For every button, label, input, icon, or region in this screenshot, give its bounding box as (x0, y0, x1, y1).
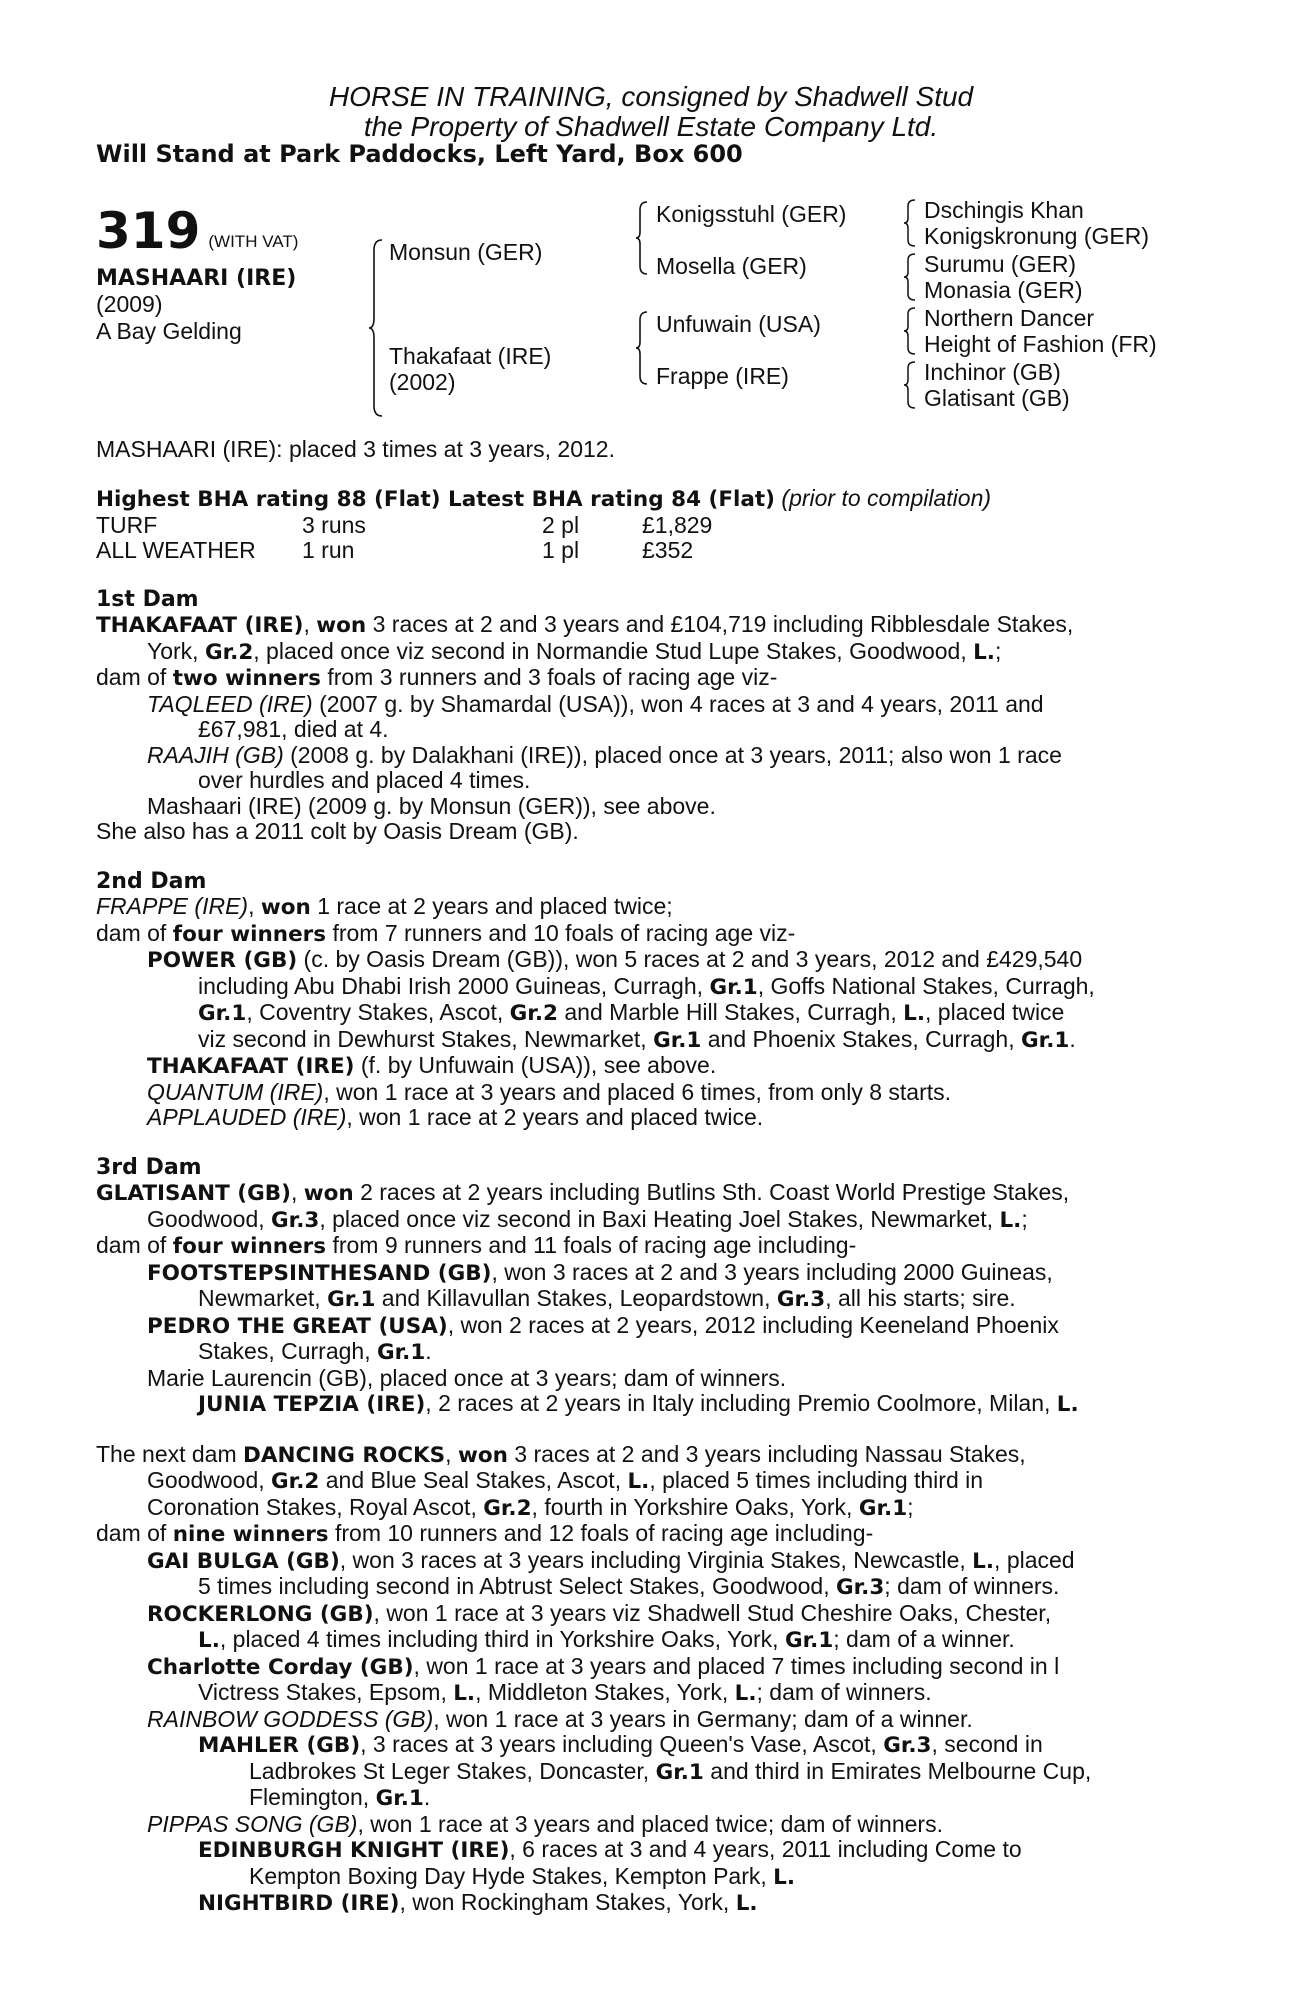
text: , Middleton Stakes, York, (475, 1679, 735, 1705)
gen3-dds: Inchinor (GB) (924, 358, 1061, 385)
placed-cell: 1 pl (542, 536, 580, 563)
text: , placed (994, 1546, 1075, 1573)
grade: Gr.1 (1021, 1027, 1070, 1053)
text: and Killavullan Stakes, Leopardstown, (375, 1285, 777, 1311)
produce-name: QUANTUM (IRE) (147, 1078, 324, 1105)
produce-name: APPLAUDED (IRE) (147, 1104, 347, 1130)
text: , won 1 race at 2 years and placed twice. (346, 1104, 764, 1130)
rating-section (96, 486, 1206, 563)
list-item (96, 1313, 1206, 1340)
grade: Gr.2 (509, 1001, 558, 1026)
surface-cell: TURF (96, 511, 158, 538)
text: York, (147, 637, 205, 664)
text: from 10 runners and 12 foals of racing age including- (328, 1520, 874, 1546)
list-item-cont (96, 1627, 1206, 1654)
gen3-ssd: Konigskronung (GER) (924, 222, 1149, 249)
grade: L. (734, 1681, 757, 1706)
produce-name: PIPPAS SONG (GB) (147, 1810, 358, 1837)
property-line: the Property of Shadwell Estate Company Ltd. (363, 111, 939, 142)
grade: Gr.3 (883, 1733, 932, 1758)
list-item-sub (96, 1890, 1206, 1917)
dam-line-cont (96, 639, 1206, 666)
grade: L. (903, 1001, 925, 1026)
rating-note: (prior to compilation) (781, 485, 992, 511)
prize-cell: £1,829 (642, 511, 713, 538)
text: from 7 runners and 10 foals of racing age viz- (326, 919, 796, 946)
list-item (96, 947, 1206, 974)
text: 2 races at 2 years including Butlins Sth. Coast World Prestige Stakes, (353, 1179, 1070, 1205)
produce-name: GAI BULGA (GB) (147, 1548, 340, 1574)
text: viz second in Dewhurst Stakes, Newmarket, (198, 1025, 654, 1052)
dam-line-cont (96, 1207, 1206, 1234)
horse-name: MASHAARI (IRE) (96, 265, 297, 291)
brace-2 (903, 252, 917, 302)
runs-cell: 1 run (302, 536, 355, 563)
text: Kempton Boxing Day Hyde Stakes, Kempton Park, (249, 1862, 774, 1889)
text: 5 times including second in Abtrust Select Stakes, Goodwood, (198, 1573, 836, 1599)
dam-line-cont (96, 1468, 1206, 1495)
winners-count: four winners (172, 921, 327, 947)
list-item-cont (96, 1574, 1206, 1601)
text: . (423, 1784, 431, 1810)
section-title: 3rd Dam (96, 1154, 202, 1180)
list-item (96, 692, 1206, 718)
text: Goodwood, (147, 1205, 272, 1232)
text: , won 3 races at 3 years including Virginia Stakes, Newcastle, (339, 1546, 973, 1573)
grade: Gr.1 (327, 1287, 376, 1312)
gen3-sss: Dschingis Khan (924, 196, 1084, 223)
dam-line-cont (96, 1495, 1206, 1522)
third-dam-section (96, 1155, 1206, 1418)
vat-note: (WITH VAT) (208, 231, 299, 251)
grade: Gr.1 (376, 1340, 426, 1365)
grade: Gr.2 (271, 1469, 320, 1494)
consignor-line: HORSE IN TRAINING, consigned by Shadwell Stud (328, 81, 974, 112)
produce-name: RAAJIH (GB) (147, 741, 284, 768)
text: including Abu Dhabi Irish 2000 Guineas, Curragh, (198, 972, 710, 999)
second-dam-section (96, 869, 1206, 1131)
sire-line-brace (635, 200, 649, 276)
produce-name: JUNIA TEPZIA (IRE) (198, 1392, 426, 1417)
list-item-cont (96, 1027, 1206, 1054)
produce-note: She also has a 2011 colt by Oasis Dream (GB). (96, 818, 579, 844)
list-item (96, 1601, 1206, 1628)
text: , placed once viz second in Baxi Heating Joel Stakes, Newmarket, (319, 1205, 1000, 1232)
text: ; (907, 1493, 914, 1520)
list-item-cont (96, 1286, 1206, 1313)
text: and Marble Hill Stakes, Curragh, (557, 999, 904, 1025)
text: , won 1 race at 3 years and placed 7 times including second in l (413, 1652, 1060, 1679)
rating-text: Highest BHA rating 88 (Flat) Latest BHA rating 84 (Flat) (96, 487, 776, 512)
text: and Blue Seal Stakes, Ascot, (319, 1467, 628, 1493)
produce-name: FOOTSTEPSINTHESAND (GB) (147, 1260, 492, 1286)
stand-location: Will Stand at Park Paddocks, Left Yard, Box 600 (96, 140, 743, 168)
surface-cell: ALL WEATHER (96, 536, 256, 563)
text: , won 1 race at 3 years and placed twice; dam of winners. (357, 1810, 943, 1837)
text: ; (994, 637, 1002, 664)
sire-dam: Mosella (GER) (656, 252, 807, 279)
text: from 3 runners and 3 foals of racing age viz- (320, 664, 778, 690)
grade: L. (973, 639, 995, 665)
placed-cell: 2 pl (542, 511, 580, 538)
list-item (96, 1654, 1206, 1681)
grade: L. (999, 1207, 1022, 1233)
text: (2008 g. by Dalakhani (IRE)), placed once at 3 years, 2011; also won 1 race (283, 741, 1062, 768)
produce-name: MAHLER (GB) (198, 1733, 361, 1758)
text: , all his starts; sire. (825, 1285, 1016, 1311)
grade: L. (1056, 1392, 1079, 1417)
dam-line (96, 894, 1206, 921)
horse-year: (2009) (96, 290, 163, 317)
list-item (96, 1548, 1206, 1575)
list-item-sub-cont (96, 1759, 1206, 1786)
text: , Coventry Stakes, Ascot, (246, 999, 510, 1025)
section-title: 2nd Dam (96, 868, 207, 894)
text: (c. by Oasis Dream (GB)), won 5 races at 2 and 3 years, 2012 and £429,540 (297, 946, 1083, 972)
text: , placed twice (925, 999, 1065, 1025)
produce-name: EDINBURGH KNIGHT (IRE) (198, 1838, 510, 1863)
section-title: 1st Dam (96, 586, 199, 612)
text: , second in (931, 1731, 1043, 1757)
text: , Goffs National Stakes, Curragh, (757, 972, 1095, 999)
text: , won Rockingham Stakes, York, (399, 1889, 736, 1915)
list-item-cont: £67,981, died at 4. (198, 716, 389, 742)
text: and third in Emirates Melbourne Cup, (703, 1757, 1092, 1784)
list-item-cont: over hurdles and placed 4 times. (198, 767, 531, 793)
won-label: won (316, 613, 367, 638)
text: from 9 runners and 11 foals of racing age including- (326, 1232, 857, 1258)
grade: Gr.1 (709, 974, 758, 1000)
dam-name: FRAPPE (IRE) (96, 893, 249, 919)
grade: L. (198, 1628, 220, 1653)
list-item (96, 1812, 1206, 1838)
produce-line (96, 665, 1206, 692)
text: dam of (96, 1520, 173, 1546)
text: , (303, 611, 317, 637)
grade: Gr.2 (483, 1495, 532, 1521)
table-row (96, 538, 712, 563)
record-table (96, 513, 712, 563)
text: , 2 races at 2 years in Italy including Premio Coolmore, Milan, (425, 1390, 1057, 1416)
won-label: won (457, 1442, 508, 1468)
produce-name: NIGHTBIRD (IRE) (198, 1891, 400, 1916)
lot-number: 319 (96, 201, 201, 260)
produce-name: Charlotte Corday (GB) (147, 1654, 414, 1680)
text: ; (1021, 1205, 1028, 1232)
sire: Monsun (GER) (389, 238, 543, 265)
text: and Phoenix Stakes, Curragh, (701, 1025, 1022, 1052)
text: 1 race at 2 years and placed twice; (310, 893, 673, 919)
grade: Gr.1 (198, 1001, 247, 1026)
sire-dam-brace (368, 238, 384, 418)
next-dam-section (96, 1442, 1206, 1917)
text: , won 2 races at 2 years, 2012 including Keeneland Phoenix (447, 1311, 1059, 1338)
text: Flemington, (249, 1784, 376, 1810)
dam-sire: Unfuwain (USA) (656, 310, 821, 337)
list-item: Marie Laurencin (GB), placed once at 3 years; dam of winners. (147, 1364, 787, 1391)
dam-line (96, 1180, 1206, 1207)
grade: Gr.1 (858, 1495, 908, 1521)
catalogue-page (96, 82, 1206, 1917)
text: , placed once viz second in Normandie Stud Lupe Stakes, Goodwood, (253, 637, 974, 664)
list-item-sub-cont (96, 1864, 1206, 1891)
grade: L. (773, 1864, 796, 1890)
grade: Gr.1 (375, 1786, 424, 1811)
text: , won 1 race at 3 years and placed 6 times, from only 8 starts. (323, 1078, 952, 1105)
gen3-sdd: Monasia (GER) (924, 276, 1083, 303)
produce-line (96, 921, 1206, 948)
text: , placed 4 times including third in Yorkshire Oaks, York, (219, 1626, 785, 1652)
list-item-cont (96, 974, 1206, 1001)
dam-name: THAKAFAAT (IRE) (96, 613, 304, 638)
text: , (290, 1179, 304, 1205)
brace-3 (903, 306, 917, 356)
text: ; dam of winners. (756, 1679, 932, 1705)
produce-line (96, 1233, 1206, 1260)
list-item-sub (96, 1391, 1206, 1418)
text: Victress Stakes, Epsom, (198, 1679, 454, 1705)
gen3-ddd: Glatisant (GB) (924, 384, 1070, 411)
list-item (96, 1105, 1206, 1131)
text: Goodwood, (147, 1467, 272, 1493)
dam-name: DANCING ROCKS (243, 1442, 446, 1468)
text: 3 races at 2 and 3 years and £104,719 including Ribblesdale Stakes, (366, 611, 1074, 637)
text: , fourth in Yorkshire Oaks, York, (531, 1493, 859, 1520)
text: , (248, 893, 261, 919)
table-row (96, 513, 712, 538)
produce-name: THAKAFAAT (IRE) (147, 1054, 355, 1079)
list-item-sub (96, 1732, 1206, 1759)
runs-cell: 3 runs (302, 511, 366, 538)
dam-dam: Frappe (IRE) (656, 362, 789, 389)
grade: Gr.1 (784, 1628, 834, 1653)
dam-line (96, 612, 1206, 639)
text: , won 1 race at 3 years viz Shadwell Stud Cheshire Oaks, Chester, (373, 1599, 1052, 1626)
text: , (445, 1440, 458, 1467)
text: . (1069, 1025, 1076, 1052)
won-label: won (303, 1181, 354, 1206)
grade: L. (972, 1548, 995, 1574)
grade: Gr.1 (653, 1027, 702, 1053)
text: . (425, 1338, 432, 1364)
gen3-sds: Surumu (GER) (924, 250, 1077, 277)
text: , 3 races at 3 years including Queen's Vase, Ascot, (360, 1731, 884, 1757)
grade: L. (453, 1681, 476, 1706)
list-item-cont (96, 1680, 1206, 1707)
text: The next dam (96, 1440, 244, 1467)
brace-1 (903, 198, 917, 248)
produce-line (96, 1521, 1206, 1548)
list-item-cont (96, 1000, 1206, 1027)
brace-4 (903, 360, 917, 410)
text: , won 1 race at 3 years in Germany; dam of a winner. (433, 1705, 973, 1732)
grade: Gr.3 (835, 1575, 885, 1600)
winners-count: nine winners (172, 1522, 329, 1547)
text: Coronation Stakes, Royal Ascot, (147, 1493, 484, 1520)
produce-name: TAQLEED (IRE) (147, 690, 313, 717)
text: , 6 races at 3 and 4 years, 2011 including Come to (509, 1836, 1022, 1862)
text: (f. by Unfuwain (USA)), see above. (354, 1052, 717, 1078)
gen3-dsd: Height of Fashion (FR) (924, 330, 1157, 357)
text: Ladbrokes St Leger Stakes, Doncaster, (249, 1757, 656, 1784)
race-summary: MASHAARI (IRE): placed 3 times at 3 years, 2012. (96, 435, 615, 462)
list-item (96, 743, 1206, 769)
grade: Gr.1 (655, 1759, 704, 1785)
sire-sire: Konigsstuhl (GER) (656, 200, 847, 227)
first-dam-section (96, 587, 1206, 845)
list-item-sub (96, 1837, 1206, 1864)
text: , placed 5 times including third in (649, 1467, 984, 1493)
list-item (96, 1260, 1206, 1287)
text: dam of (96, 919, 173, 946)
lot-number-row (96, 201, 299, 260)
grade: Gr.3 (271, 1207, 320, 1233)
produce-name: POWER (GB) (147, 948, 298, 973)
text: Stakes, Curragh, (198, 1338, 377, 1364)
horse-description: A Bay Gelding (96, 317, 242, 344)
winners-count: two winners (172, 666, 321, 691)
rating-line (96, 486, 1206, 513)
list-item (96, 1707, 1206, 1733)
grade: Gr.3 (776, 1287, 826, 1312)
produce-name: RAINBOW GODDESS (GB) (147, 1705, 434, 1732)
dam-year: (2002) (389, 368, 456, 395)
list-item-sub-cont (96, 1785, 1206, 1812)
dam-line-brace (635, 310, 649, 386)
pedigree-table (96, 198, 1206, 443)
text: (2007 g. by Shamardal (USA)), won 4 races at 3 and 4 years, 2011 and (312, 690, 1044, 717)
text: dam of (96, 664, 173, 690)
text: ; dam of winners. (884, 1573, 1060, 1599)
list-item (96, 1053, 1206, 1080)
grade: L. (735, 1891, 758, 1916)
text: dam of (96, 1232, 173, 1258)
dam: Thakafaat (IRE) (389, 342, 552, 369)
list-item: Mashaari (IRE) (2009 g. by Monsun (GER)), see above. (147, 792, 716, 819)
text: 3 races at 2 and 3 years including Nassau Stakes, (507, 1440, 1026, 1467)
gen3-dss: Northern Dancer (924, 304, 1095, 331)
produce-name: PEDRO THE GREAT (USA) (147, 1313, 448, 1339)
list-item (96, 1080, 1206, 1106)
grade: Gr.2 (204, 639, 254, 665)
list-item-cont (96, 1339, 1206, 1366)
dam-line (96, 1442, 1206, 1469)
dam-name: GLATISANT (GB) (96, 1181, 291, 1206)
winners-count: four winners (172, 1234, 327, 1259)
text: ; dam of a winner. (833, 1626, 1015, 1652)
produce-name: ROCKERLONG (GB) (147, 1601, 374, 1627)
text: , won 3 races at 2 and 3 years including 2000 Guineas, (491, 1258, 1053, 1285)
grade: L. (627, 1469, 650, 1494)
won-label: won (260, 895, 311, 920)
prize-cell: £352 (642, 536, 694, 563)
text: Newmarket, (198, 1285, 328, 1311)
